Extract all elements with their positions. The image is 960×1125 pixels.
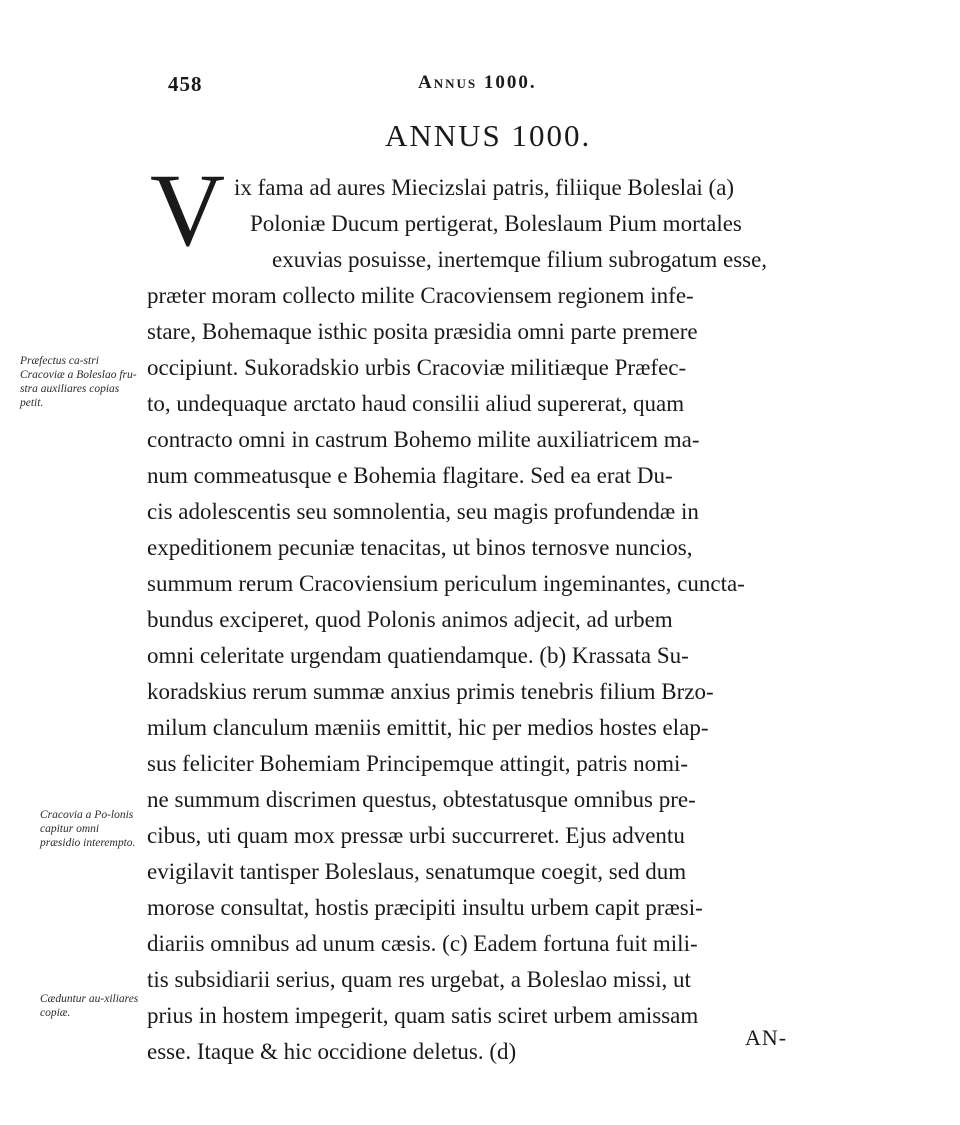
text-line: cis adolescentis seu somnolentia, seu magis profundendæ in <box>147 499 699 524</box>
text-line: cibus, uti quam mox pressæ urbi succurreret. Ejus adventu <box>147 823 685 848</box>
text-line: esse. Itaque & hic occidione deletus. (d) <box>147 1039 517 1064</box>
text-line: prius in hostem impegerit, quam satis sciret urbem amissam <box>147 1003 699 1028</box>
text-line: sus feliciter Bohemiam Principemque attingit, patris nomi- <box>147 751 689 776</box>
running-head-title: Annus 1000. <box>418 72 537 93</box>
text-line: to, undequaque arctato haud consilii aliud supererat, quam <box>147 391 685 416</box>
text-line: expeditionem pecuniæ tenacitas, ut binos ternosve nuncios, <box>147 535 693 560</box>
marginal-note: Cracovia a Po-lonis capitur omni præsidio interempto. <box>40 809 136 849</box>
chapter-title: ANNUS 1000. <box>385 118 592 153</box>
text-line: ix fama ad aures Miecizslai patris, filiique Boleslai (a) <box>234 175 735 200</box>
text-line: milum clanculum mæniis emittit, hic per medios hostes elap- <box>147 715 709 740</box>
text-line: koradskius rerum summæ anxius primis tenebris filium Brzo- <box>147 679 714 704</box>
text-line: occipiunt. Sukoradskio urbis Cracoviæ militiæque Præfec- <box>147 355 687 380</box>
marginal-note: Præfectus ca-stri Cracoviæ a Boleslao fru-stra auxiliares copias petit. <box>20 355 137 409</box>
text-line: ne summum discrimen questus, obtestatusque omnibus pre- <box>147 787 696 812</box>
page-number: 458 <box>168 72 203 96</box>
text-line: Poloniæ Ducum pertigerat, Boleslaum Pium mortales <box>250 211 742 236</box>
text-line: omni celeritate urgendam quatiendamque. (b) Krassata Su- <box>147 643 689 668</box>
text-line: evigilavit tantisper Boleslaus, senatumque coegit, sed dum <box>147 859 687 884</box>
catchword: AN- <box>745 1025 788 1050</box>
marginal-note: Cæduntur au-xiliares copiæ. <box>40 993 139 1019</box>
text-line: summum rerum Cracoviensium periculum ingeminantes, cuncta- <box>147 571 745 596</box>
text-line: tis subsidiarii serius, quam res urgebat, a Boleslao missi, ut <box>147 967 691 992</box>
text-line: contracto omni in castrum Bohemo milite auxiliatricem ma- <box>147 427 700 452</box>
text-line: num commeatusque e Bohemia flagitare. Sed ea erat Du- <box>147 463 673 488</box>
text-line: exuvias posuisse, inertemque filium subrogatum esse, <box>272 247 768 272</box>
text-line: bundus exciperet, quod Polonis animos adjecit, ad urbem <box>147 607 673 632</box>
drop-cap: V <box>150 153 226 268</box>
text-line: stare, Bohemaque isthic posita præsidia omni parte premere <box>147 319 698 344</box>
text-line: præter moram collecto milite Cracoviensem regionem infe- <box>147 283 694 308</box>
text-line: diariis omnibus ad unum cæsis. (c) Eadem fortuna fuit mili- <box>147 931 698 956</box>
text-line: morose consultat, hostis præcipiti insultu urbem capit præsi- <box>147 895 703 920</box>
